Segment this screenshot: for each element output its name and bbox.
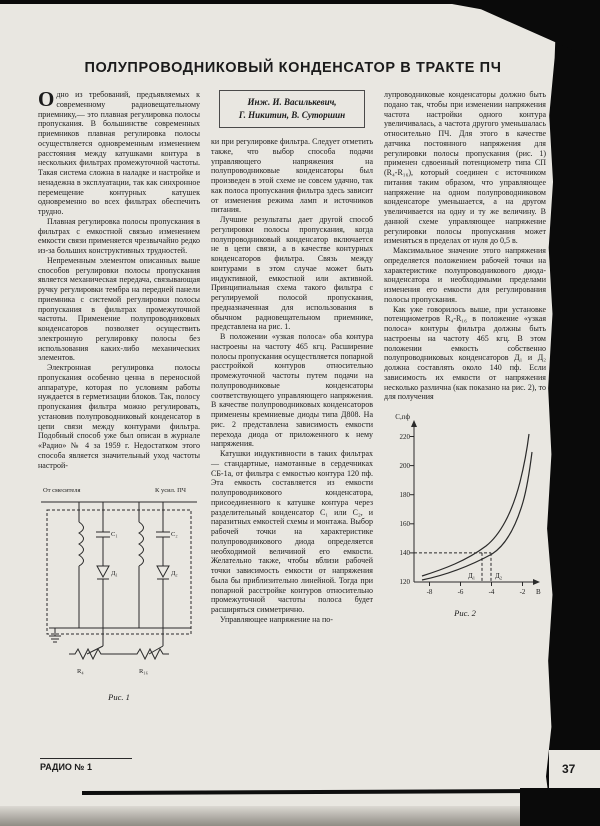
fig2-ytick: 220	[399, 433, 410, 441]
scan-edge-right	[546, 0, 600, 826]
paragraph: Катушки индуктивности в таких фильтрах — стандартные, намотанные в сердечниках СБ-1а, от фильтра с емкостью контура 120 пф. Эта емкость составляется из емкости полупроводникового конденсатора, присоединенного к катушке контура через разделительный конденсатор С₁ или С₂, и паразитных емкостей схемы и монтажа. Выбор рабочей точки на характеристике полупроводникового диода определяется необходимой величиной его емкости. Желательно также, чтобы вблизи рабочей точки зависимость емкости от напряжения была бы приблизительно линейной. Тогда при попарной расстройке контуров относительно промежуточной частоты полоса будет расширяться симметрично.	[211, 449, 373, 615]
fig2-curve1-label: Д₁	[468, 572, 476, 580]
fig2-curve2-label: Д₂	[495, 572, 503, 580]
paragraph: Плавная регулировка полосы пропускания в фильтрах с емкостной связью изменением емкости связи применяется чрезвычайно редко из-за больших конструктивных трудностей.	[38, 216, 200, 255]
fig1-c1-label: С₁	[111, 531, 118, 539]
column-1	[38, 87, 200, 703]
figure-1-caption: Рис. 1	[108, 692, 130, 703]
fig1-r4-label: R₄	[77, 668, 84, 676]
fig2-xtick: -8	[426, 588, 433, 596]
fig1-d2-label: Д₂	[171, 570, 178, 578]
dropcap: О	[38, 87, 55, 111]
scan-edge-bottom	[0, 806, 600, 826]
paragraph: В положении «узкая полоса» оба контура настроены на частоту 465 кгц. Расширение полосы пропускания осуществляется попарной расстройкой контуров относительно промежуточной частоты путем подачи на полупроводниковые конденсаторы соответствующего управляющего напряжения. В качестве полупроводниковых конденсаторов применены кремниевые диоды типа Д808. На рис. 2 представлена зависимость емкости перехода диода от приложенного к нему напряжения.	[211, 332, 373, 449]
fig1-r16-label: R₁₆	[139, 668, 148, 676]
page-number: 37	[562, 762, 576, 776]
article-title: ПОЛУПРОВОДНИКОВЫЙ КОНДЕНСАТОР В ТРАКТЕ ПЧ	[84, 60, 502, 76]
paragraph: Как уже говорилось выше, при установке потенциометров R₄-R₁₆ в положение «узкая полоса» контуры фильтра должны быть настроены на частоту 465 кгц. В этом положении емкость собственно полупроводниковых конденсаторов Д₁ и Д₂ должна составлять около 140 пф. Если зависимость их емкости от напряжения несколько различна (как показано на рис. 2), то для получения	[384, 304, 546, 402]
fig2-ytick: 140	[399, 549, 410, 557]
fig2-xtick: -2	[519, 588, 526, 596]
scan-edge-bottom-right	[520, 788, 600, 826]
paragraph: Лучшие результаты дает другой способ регулировки полосы пропускания, когда полупроводниковый конденсатор включается не в цепи связи, а в качестве контурных конденсаторов фильтра. Связь между контурами в этом случае может быть индуктивной, емкостной или активной. Принципиальная схема такого фильтра с регулируемой полосой пропускания, предназначенная для использования в обычном радиовещательном приемнике, представлена на рис. 1.	[211, 215, 373, 332]
circuit-diagram	[39, 478, 199, 690]
fig2-ytick: 180	[399, 491, 410, 499]
fig1-output-label: К усил. ПЧ	[155, 487, 186, 495]
columns	[38, 87, 548, 703]
paragraph: Электронная регулировка полосы пропускания особенно ценна в переносной аппаратуре, которая по условиям работы нуждается в герметизации блоков. Так, полосу пропускания фильтра можно регулировать, установив полупроводниковый конденсатор в цепи связи между контурами фильтра. Подобный способ уже был описан в журнале «Радио» № 4 за 1959 г. Недостатком этого способа является значительный уход частоты настрой-	[38, 363, 200, 470]
fig2-ytick: 120	[399, 578, 410, 586]
capacitance-voltage-chart	[386, 410, 544, 606]
authors-box	[219, 90, 365, 128]
paragraph: лупроводниковые конденсаторы должно быть подано так, чтобы при изменении напряжения частота настройки одного контура увеличивалась, а частота другого уменьшалась относительно ПЧ. Для этого в качестве датчика постоянного напряжения для регулировки полосы пропускания (рис. 1) применен сдвоенный потенциометр типа СП (R₄-R₁₆), который соединен с источником питания таким образом, что управляющее напряжение на одном полупроводниковом конденсаторе уменьшается, а на другом увеличивается на одну и ту же величину. В данной схеме управляющее напряжение регулировки полосы пропускания может изменяться в пределах от нуля до 0,5 в.	[384, 90, 546, 246]
paragraph: Максимальное значение этого напряжения определяется положением рабочей точки на характеристике полупроводникового диода-конденсатора и необходимыми пределами изменения его емкости для регулирования полосы пропускания.	[384, 246, 546, 304]
journal-footer: РАДИО № 1	[40, 758, 132, 772]
article	[38, 60, 548, 702]
column-2	[211, 90, 373, 625]
column-3	[384, 90, 546, 618]
fig1-input-label: От смесителя	[43, 487, 81, 495]
fig2-x-axis-label: В	[536, 588, 541, 596]
paragraph-text: дно из требований, предъявляемых к современному радиовещательному приемнику,— это плавная регулировка полосы пропускания. В большинстве современных приемников плавная регулировка полосы осуществляется одновременным изменением расстояния между катушками контура в нескольких фильтрах промежуточной частоты. Такая система сложна в наладке и настройке и ненадежна в эксплуатации, так как синхронное перемещение контурных катушек одновременно во всех фильтрах обеспечить трудно.	[38, 90, 200, 216]
fig2-ytick: 160	[399, 520, 410, 528]
fig2-y-axis-label: С,пф	[395, 413, 410, 421]
fig1-c2-label: С₂	[171, 531, 178, 539]
figure-2-caption: Рис. 2	[454, 608, 476, 618]
fig2-ytick: 200	[399, 462, 410, 470]
figure-1-circuit	[38, 478, 200, 702]
paragraph: Непременным элементом описанных выше способов регулировки полосы пропускания является механическая передача, связывающая ручку регулировки тембра на передней панели приемника с системой регулировки полосы пропускания в фильтрах промежуточной частоты. Применение полупроводниковых конденсаторов позволяет осуществить электронную регулировку полосы без использования каких-либо механических элементов.	[38, 255, 200, 363]
scan-edge-bottom-line	[82, 789, 552, 795]
figure-2-graph	[384, 410, 546, 618]
scan-edge-top	[0, 0, 600, 4]
author-line: Инж. И. Василькевич,	[247, 97, 337, 107]
fig2-xtick: -4	[488, 588, 495, 596]
paragraph: Управляющее напряжение на по-	[220, 614, 333, 624]
fig2-xtick: -6	[457, 588, 464, 596]
paragraph: ки при регулировке фильтра. Следует отметить также, что выбор способа подачи управляющего напряжения на полупроводниковые конденсаторы был произведен в этой схеме не совсем удачно, так как полоса пропускания фильтра здесь зависит от изменения режима ламп и источников питания.	[211, 137, 373, 215]
paragraph	[38, 87, 200, 217]
fig1-d1-label: Д₁	[111, 570, 118, 578]
author-line: Г. Никитин, В. Суторшин	[238, 110, 346, 121]
